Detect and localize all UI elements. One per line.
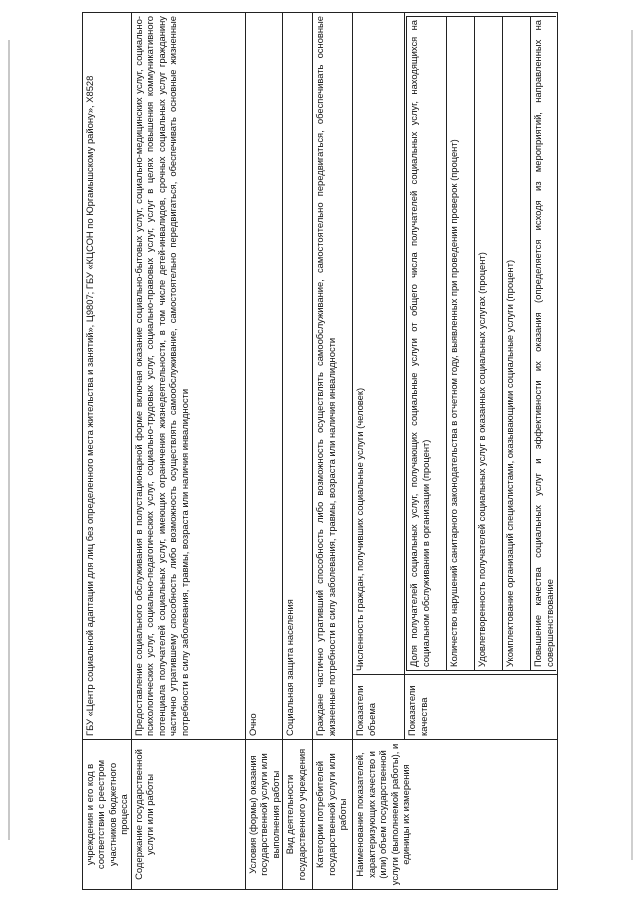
quality-indicators-list	[406, 16, 556, 671]
list-item	[447, 17, 475, 671]
quality-indicator-item: Количество нарушений санитарного законодательства в отчетном году, выявленных при проведении проверок (процент)	[447, 17, 475, 671]
table-row	[131, 13, 245, 890]
scan-edge-right	[631, 30, 633, 860]
row-value-institution: ГБУ «Центр социальной адаптации для лиц без определенного места жительства и занятий», Ц9807; ГБУ «КЦСОН по Юргамышскому району», Х8528	[83, 13, 132, 740]
quality-indicator-item: Удовлетворенность получателей социальных услуг в оказанных социальных услугах (процент)	[475, 17, 503, 671]
quality-indicator-item: Доля получателей социальных услуг, получающих социальные услуги от общего числа получателей социальных услуг, находящихся на социальном обслуживании в организации (процент)	[407, 17, 447, 671]
list-item	[475, 17, 503, 671]
rotated-document-page	[82, 12, 618, 890]
quality-indicators-cell	[405, 13, 558, 675]
row-label-categories: Категории потребителей государственной услуги или работы	[313, 740, 353, 890]
row-label-institution: учреждения и его код в соответствии с реестром участников бюджетного процесса	[83, 740, 132, 890]
list-item	[531, 17, 556, 671]
row-label-conditions: Условия (формы) оказания государственной услуги или выполнения работы	[245, 740, 282, 890]
row-label-content: Содержание государственной услуги или работы	[131, 740, 245, 890]
table-row	[283, 13, 313, 890]
row-label-activity: Вид деятельности государственного учреждения	[283, 740, 313, 890]
volume-indicator-item: Численность граждан, получивших социальные услуги (человек)	[353, 13, 405, 675]
row-value-content: Предоставление социального обслуживания в полустационарной форме включая оказание социально-бытовых услуг, социально-медицинских услуг, социально-психологических услуг, социально-педагогических услуг, социально-трудовых услуг, социально-правовых услуг, услуг в целях повышения коммуникативного потенциала получателей социальных услуг, имеющих ограничения жизнедеятельности, в том числе детей-инвалидов, срочных социальных услуг гражданину частично утратившему способность либо возможность осуществлять самообслуживание, самостоятельно передвигаться, обеспечивать основные жизненные потребности в силу заболевания, травмы, возраста или наличия инвалидности	[131, 13, 245, 740]
table-row	[353, 13, 405, 890]
row-label-indicators: Наименование показателей, характеризующих качество и (или) объем государственной услуги (выполняемой работы), и единицы их измерения	[353, 740, 558, 890]
scan-edge-left	[8, 40, 10, 840]
quality-indicator-item: Повышение качества социальных услуг и эффективности их оказания (определяется исходя из мероприятий, направленных на совершенствование	[531, 17, 556, 671]
table-row	[83, 13, 132, 890]
list-item	[407, 17, 447, 671]
table-row	[313, 13, 353, 890]
volume-indicators-label: Показатели объема	[353, 675, 405, 740]
table-row	[245, 13, 282, 890]
row-value-conditions: Очно	[245, 13, 282, 740]
quality-indicator-item: Укомплектование организаций специалистами, оказывающими социальные услуги (процент)	[503, 17, 531, 671]
quality-indicators-label: Показатели качества	[405, 675, 558, 740]
list-item	[503, 17, 531, 671]
service-table	[82, 12, 558, 890]
row-value-categories: Граждане частично утративший способность либо возможность осуществлять самообслуживание, самостоятельно передвигаться, обеспечивать основные жизненные потребности в силу заболевания, травмы, возраста или наличия инвалидности	[313, 13, 353, 740]
row-value-activity: Социальная защита населения	[283, 13, 313, 740]
